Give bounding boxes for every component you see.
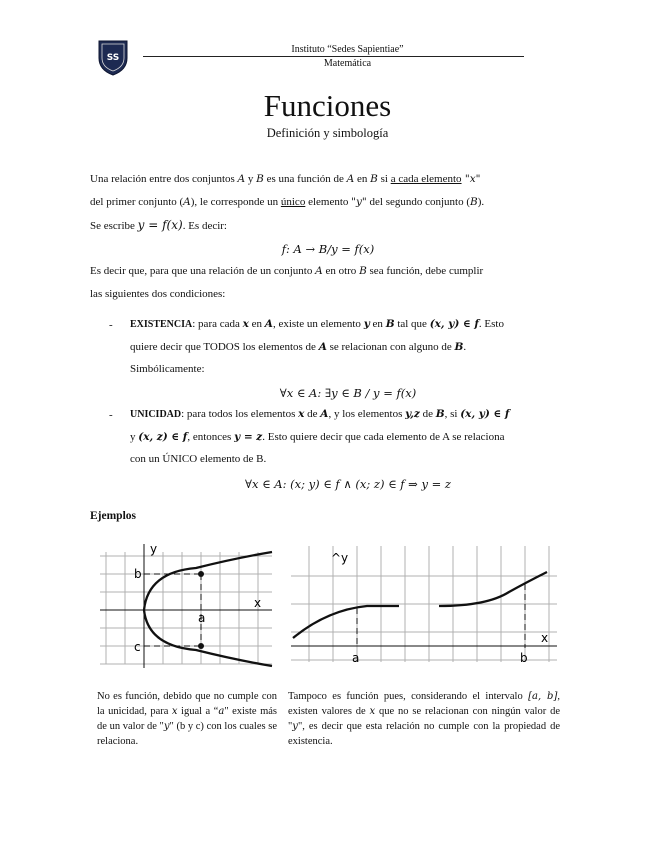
graph1-b-label: b — [134, 567, 142, 581]
logo-text: SS — [106, 53, 120, 63]
graph2-y-label: ^y — [331, 551, 349, 565]
graph2-right-branch — [439, 572, 547, 606]
conditions-paragraph: Es decir que, para que una relación de un conjunto A en otro B sea función, debe cumplir las siguientes dos condiciones: — [90, 265, 484, 300]
graph1-y-label: y — [150, 542, 158, 556]
graph-not-function-gap — [287, 540, 562, 670]
existencia-text: EXISTENCIA: para cada x en A, existe un elemento y en B tal que (x, y) ∈ f. Esto quiere decir que TODOS los elementos de A se relacionan con alguno de B. Simbólicamente: — [130, 318, 504, 375]
header-institution: Instituto “Sedes Sapientiae” — [291, 44, 404, 55]
graph1-c-label: c — [134, 640, 141, 654]
graph1-x-label: x — [254, 596, 262, 610]
page-title: Funciones — [263, 88, 392, 123]
graph1-a-label: a — [198, 611, 206, 625]
graph-not-function-parabola — [96, 536, 276, 676]
bullet-unicidad: - — [109, 409, 113, 421]
unicidad-formula: ∀x ∈ A: (x; y) ∈ f ∧ (x; z) ∈ f ⇒ y = z — [245, 477, 451, 491]
page-subtitle: Definición y simbología — [266, 126, 389, 140]
intro-paragraph: Una relación entre dos conjuntos A y B es una función de A en B si a cada elemento "x" del primer conjunto (A), le corresponde un único elemento "y" del segundo conjunto (B). Se escribe y = f(x). Es decir: — [90, 173, 485, 232]
caption-graph1: No es función, debido que no cumple con la unicidad, para x igual a “a" existe más de un valor de "y" (b y c) con los cuales se relaciona. — [97, 691, 277, 747]
examples-heading: Ejemplos — [90, 510, 136, 522]
graph2-b-label: b — [520, 651, 528, 665]
header-subject: Matemática — [323, 58, 372, 69]
function-definition-formula: f: A → B/y = f(x) — [281, 242, 375, 256]
unicidad-text: UNICIDAD: para todos los elementos x de A, y los elementos y,z de B, si (x, y) ∈ f y (x, z) ∈ f, entonces y = z. Esto quiere decir que cada elemento de A se relaciona con un ÚNICO elemento de B. — [130, 408, 510, 465]
graph1-point-b — [198, 571, 204, 577]
graph1-point-c — [198, 643, 204, 649]
graph2-x-label: x — [541, 631, 549, 645]
bullet-existencia: - — [109, 319, 113, 331]
graph2-a-label: a — [352, 651, 360, 665]
header-divider — [143, 56, 524, 57]
existencia-formula: ∀x ∈ A: ∃y ∈ B / y = f(x) — [279, 386, 417, 400]
caption-graph2: Tampoco es función pues, considerando el intervalo [a, b], existen valores de x que no se relacionan con ningún valor de "y", es decir que esta relación no cumple con la propiedad de existencia. — [288, 691, 560, 747]
